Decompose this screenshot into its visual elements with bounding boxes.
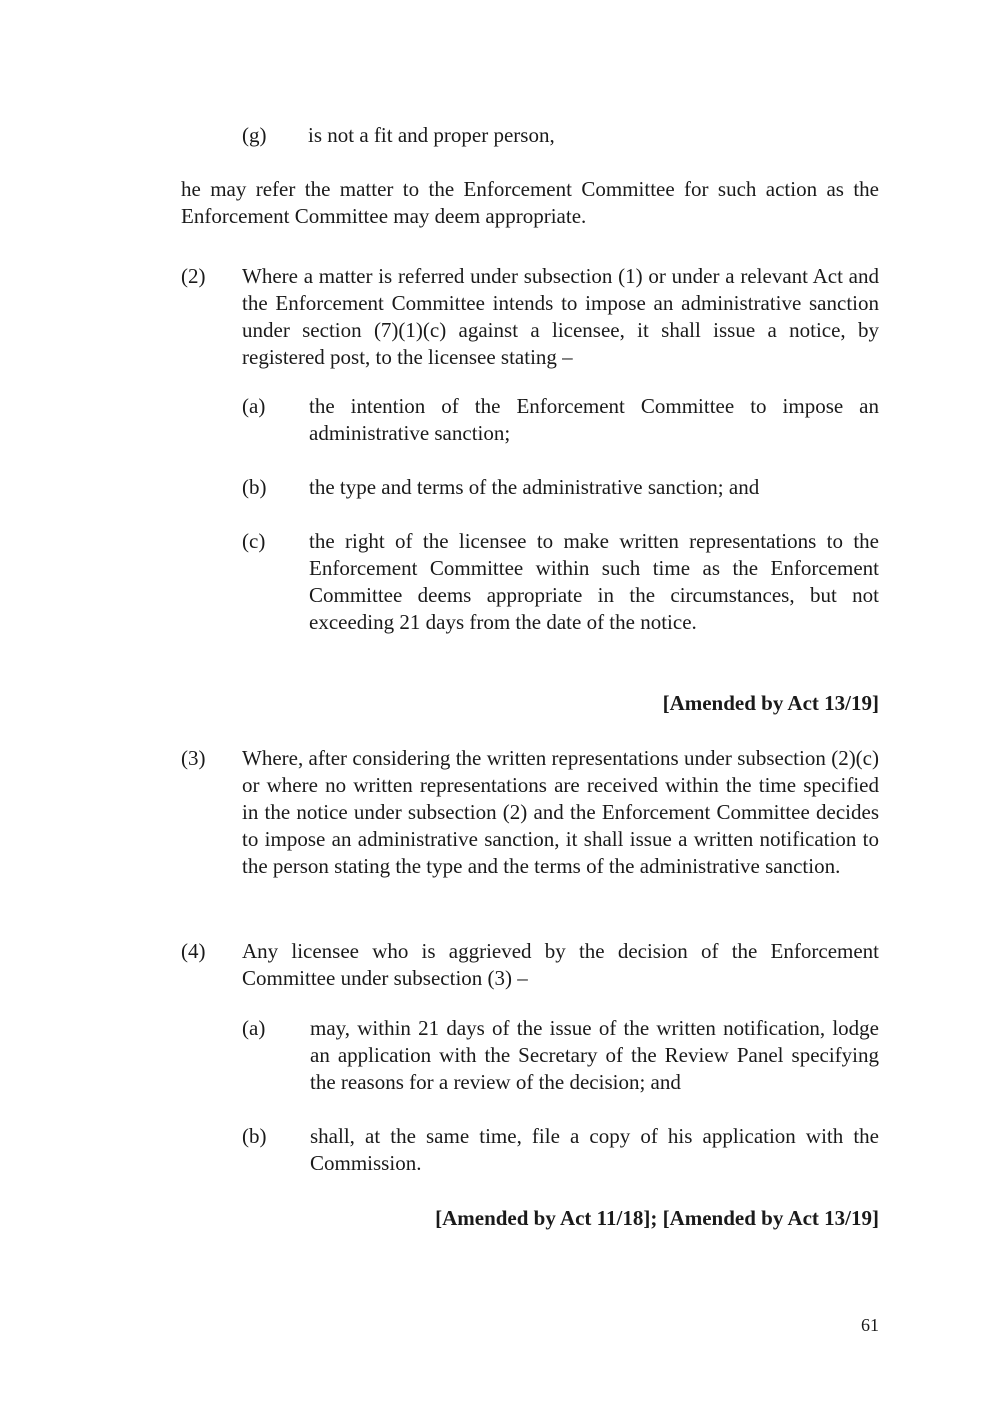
subsection-2-item-b-text: the type and terms of the administrative sanction; and bbox=[309, 475, 760, 499]
subsection-2-label: (2) bbox=[181, 264, 206, 288]
subsection-4-amendment: [Amended by Act 11/18]; [Amended by Act 13/19] bbox=[435, 1206, 879, 1230]
subsection-3-text: Where, after considering the written representations under subsection (2)(c) or where no written representations are received within the time specified in the notice under subsection (2) and the Enforcement Committee decides to impose an administrative sanction, it shall issue a written notification to the person stating the type and the terms of the administrative sanction. bbox=[242, 746, 879, 878]
subsection-2-item-a-text: the intention of the Enforcement Committee to impose an administrative sanction; bbox=[309, 394, 879, 445]
subsection-4-item-a-text: may, within 21 days of the issue of the written notification, lodge an application with the Secretary of the Review Panel specifying the reasons for a review of the decision; and bbox=[310, 1016, 879, 1094]
subsection-2-text: Where a matter is referred under subsection (1) or under a relevant Act and the Enforcement Committee intends to impose an administrative sanction under section (7)(1)(c) against a licensee, it shall issue a notice, by registered post, to the licensee stating – bbox=[242, 264, 879, 369]
subsection-4-item-b-label: (b) bbox=[242, 1124, 267, 1148]
intro-paragraph: he may refer the matter to the Enforcement Committee for such action as the Enforcement Committee may deem appropriate. bbox=[181, 177, 879, 228]
subsection-4-text: Any licensee who is aggrieved by the decision of the Enforcement Committee under subsection (3) – bbox=[242, 939, 879, 990]
subsection-4-item-a-label: (a) bbox=[242, 1016, 266, 1040]
subsection-4-item-b-text: shall, at the same time, file a copy of his application with the Commission. bbox=[310, 1124, 879, 1175]
subsection-4-label: (4) bbox=[181, 939, 206, 963]
subsection-3-label: (3) bbox=[181, 746, 206, 770]
subsection-2-item-b-label: (b) bbox=[242, 475, 267, 499]
subsection-2-amendment: [Amended by Act 13/19] bbox=[662, 691, 879, 715]
subsection-2-item-c-label: (c) bbox=[242, 529, 266, 553]
subsection-2-item-c-text: the right of the licensee to make written representations to the Enforcement Committee within such time as the Enforcement Committee deems appropriate in the circumstances, but not exceeding 21 days from the date of the notice. bbox=[309, 529, 879, 634]
item-g-label: (g) bbox=[242, 123, 267, 147]
subsection-2-item-a-label: (a) bbox=[242, 394, 266, 418]
page-number: 61 bbox=[861, 1315, 879, 1335]
item-g-text: is not a fit and proper person, bbox=[308, 123, 555, 147]
